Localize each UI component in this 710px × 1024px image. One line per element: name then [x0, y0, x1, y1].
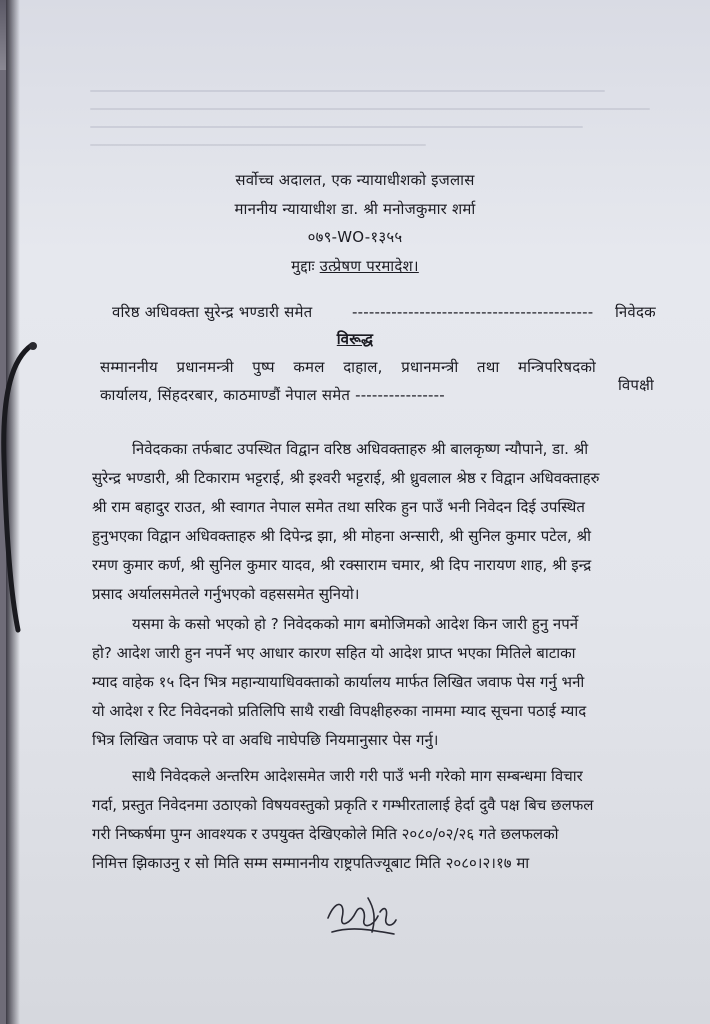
paragraph-line: सुरेन्द्र भण्डारी, श्री टिकाराम भट्टराई, श्री इश्वरी भट्टराई, श्री ध्रुवलाल श्रेष्ठ र विद्वान अधिवक्ताहरु — [92, 469, 600, 487]
paragraph-line: म्याद वाहेक १५ दिन भित्र महान्यायाधिवक्ताको कार्यालय मार्फत लिखित जवाफ पेस गर्नु भनी — [92, 673, 585, 691]
bleed-through-text — [90, 90, 650, 180]
subject-text: उत्प्रेषण परमादेश। — [319, 257, 419, 275]
paragraph-order — [92, 610, 586, 755]
paragraph-line: निमित्त झिकाउनु र सो मिति सम्म सम्माननीय राष्ट्रपतिज्यूबाट मिति २०८०।२।१७ मा — [92, 854, 530, 872]
judge-signature — [322, 888, 402, 942]
paragraph-line: श्री राम बहादुर राउत, श्री स्वागत नेपाल समेत तथा सरिक हुन पाउँ भनी निवेदन दिई उपस्थित — [92, 498, 585, 516]
binding-cord — [0, 340, 40, 640]
judge-name: माननीय न्यायाधीश डा. श्री मनोजकुमार शर्मा — [234, 200, 476, 218]
court-title: सर्वोच्च अदालत, एक न्यायाधीशको इजलास — [235, 171, 475, 189]
paragraph-line: यो आदेश र रिट निवेदनको प्रतिलिपि साथै राखी विपक्षीहरुका नाममा म्याद सूचना पठाई म्याद — [92, 702, 587, 720]
paragraph-line: निवेदकका तर्फबाट उपस्थित विद्वान वरिष्ठ अधिवक्ताहरु श्री बालकृष्ण न्यौपाने, डा. श्री — [132, 440, 589, 458]
paragraph-line: हो? आदेश जारी हुन नपर्ने भए आधार कारण सहित यो आदेश प्राप्त भएका मितिले बाटाका — [92, 644, 576, 662]
respondent-line-2: कार्यालय, सिंहदरबार, काठमाण्डौं नेपाल समेत ---------------- — [100, 386, 445, 404]
paragraph-line: रमण कुमार कर्ण, श्री सुनिल कुमार यादव, श्री रक्साराम चमार, श्री दिप नारायण शाह, श्री इन्द्र — [92, 556, 592, 574]
paragraph-interim — [92, 762, 593, 878]
paragraph-line: भित्र लिखित जवाफ परे वा अवधि नाघेपछि नियमानुसार पेस गर्नु। — [92, 731, 439, 749]
respondent-line-1: सम्माननीय प्रधानमन्त्री पुष्प कमल दाहाल, प्रधानमन्त्री तथा मन्त्रिपरिषदको — [100, 358, 596, 376]
subject-prefix: मुद्दाः — [291, 257, 315, 275]
paragraph-line: गर्दा, प्रस्तुत निवेदनमा उठाएको विषयवस्तुको प्रकृति र गम्भीरतालाई हेर्दा दुवै पक्ष बिच छलफल — [92, 796, 594, 814]
petitioner-dashes: ------------------------------------------- — [352, 303, 594, 321]
versus-heading: विरूद्ध — [336, 330, 374, 348]
petitioner-name: वरिष्ठ अधिवक्ता सुरेन्द्र भण्डारी समेत — [112, 303, 313, 321]
paragraph-line: प्रसाद अर्यालसमेतले गर्नुभएको वहससमेत सुनियो। — [92, 585, 360, 603]
paragraph-line: हुनुभएका विद्वान अधिवक्ताहरु श्री दिपेन्द्र झा, श्री मोहना अन्सारी, श्री सुनिल कुमार पटेल, श्री — [92, 527, 592, 545]
case-subject — [0, 256, 710, 276]
case-number: ०७९-WO-१३५५ — [307, 228, 403, 246]
paragraph-line: गरी निष्कर्षमा पुग्न आवश्यक र उपयुक्त देखिएकोले मिति २०८०/०२/२६ गते छलफलको — [92, 825, 559, 843]
respondent-role: विपक्षी — [618, 376, 654, 394]
paragraph-line: यसमा के कसो भएको हो ? निवेदकको माग बमोजिमको आदेश किन जारी हुनु नपर्ने — [132, 615, 579, 633]
paragraph-line: साथै निवेदकले अन्तरिम आदेशसमेत जारी गरी पाउँ भनी गरेको माग सम्बन्धमा विचार — [132, 767, 583, 785]
petitioner-role: निवेदक — [615, 303, 656, 321]
paragraph-hearing — [92, 435, 600, 609]
